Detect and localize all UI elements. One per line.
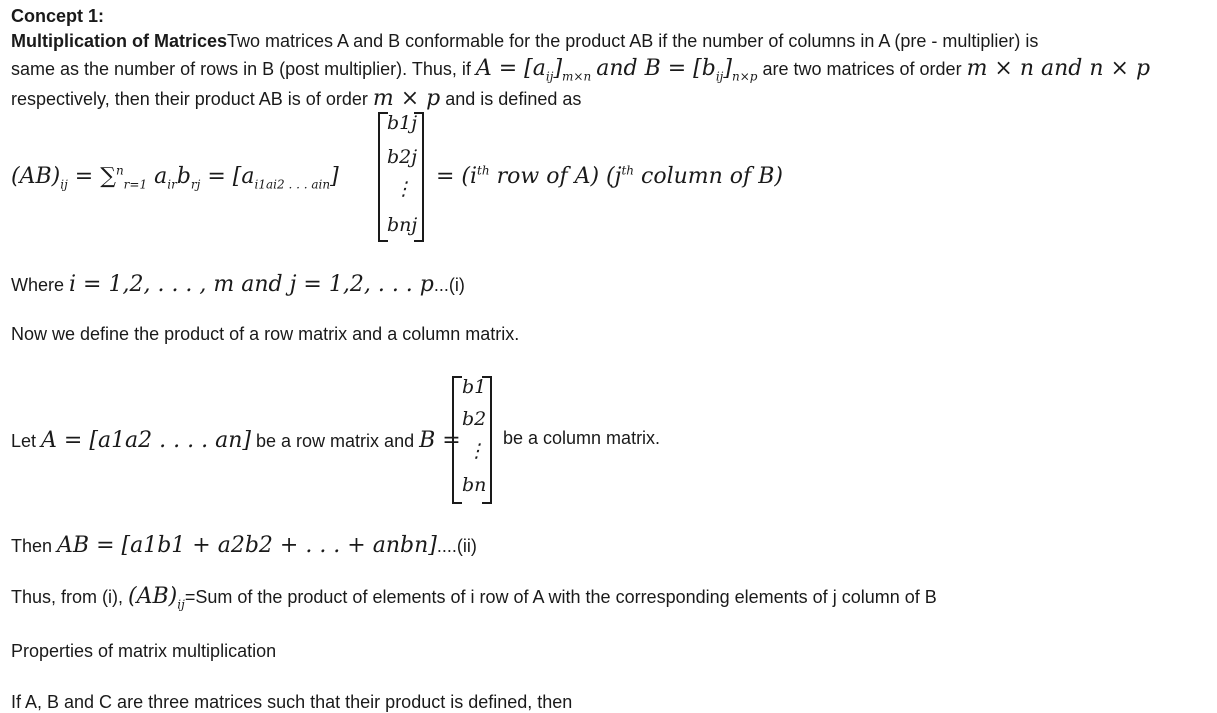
col-entry: ⋮ <box>394 178 413 200</box>
formula-rhs: = ($i^{th}$ row of A) ($j^{th}$ column of B) <box>436 163 783 189</box>
now-line: Now we define the product of a row matrix and a column matrix. <box>11 324 520 344</box>
para1-text2a: same as the number of rows in B (post multiplier). Thus, if <box>11 59 471 79</box>
b-equals: B = <box>419 428 461 453</box>
col-entry: b1 <box>462 376 487 398</box>
para1-line3 <box>11 86 581 111</box>
para1-text3a: respectively, then their product AB is of order <box>11 89 368 109</box>
para1-text3b: and is defined as <box>445 89 582 109</box>
where-line: Where i = 1,2, . . . , m and j = 1,2, . . . p...(i) <box>11 272 465 297</box>
thus-line: Thus, from (i), $(AB)_{ij}=Sum$ of the product of elements of i row of A with the corresponding elements of j column of B <box>11 584 937 612</box>
para1-text1: Two matrices A and B conformable for the product AB if the number of columns in A (pre - multiplier) is <box>227 31 1039 51</box>
column-vector-b-j <box>378 112 424 242</box>
if-line: If A, B and C are three matrices such that their product is defined, then <box>11 692 573 712</box>
multiplication-title: Multiplication of Matrices <box>11 31 228 51</box>
matrix-a-def: $A = [a_{ij}]_{m\times n}$ <box>475 56 592 84</box>
let-line-end: be a column matrix. <box>503 428 661 448</box>
where-math: i = 1,2, . . . , m and j = 1,2, . . . p <box>69 272 434 297</box>
matrix-b-def: and $B = [b_{ij}]_{n\times p}$ <box>596 56 758 84</box>
column-vector-b <box>452 376 492 504</box>
then-line: Then AB = [a1b1 + a2b2 + . . . + anbn]....(ii) <box>11 533 477 558</box>
row-matrix-a: A = [a1a2 . . . . an] <box>41 428 251 453</box>
para1-text2b: are two matrices of order <box>762 59 962 79</box>
col-entry: bnj <box>387 214 418 236</box>
let-line: Let A = [a1a2 . . . . an] be a row matrix and B = <box>11 428 461 453</box>
para1-line2 <box>11 56 1151 84</box>
col-entry: ⋮ <box>467 440 486 462</box>
properties-heading: Properties of matrix multiplication <box>11 641 277 661</box>
para1-line1 <box>11 31 1038 52</box>
order-mp: m × p <box>372 86 441 111</box>
concept-heading: Concept 1: <box>11 6 105 26</box>
formula-product: $(AB)_{ij} = \sum^n_{r=1}$ $a_{ir}b_{rj} = [a_{i1ai2 . . . ain}]$ <box>11 163 339 192</box>
bracket-left <box>452 376 462 504</box>
order-math: m × n and n × p <box>966 56 1151 81</box>
col-entry: bn <box>462 474 487 496</box>
col-entry: b1j <box>387 112 418 134</box>
col-entry: b2j <box>387 146 418 168</box>
ab-ij-math: $(AB)_{ij}$ <box>128 584 185 612</box>
col-entry: b2 <box>462 408 487 430</box>
ab-product-math: AB = [a1b1 + a2b2 + . . . + anbn] <box>57 533 437 558</box>
